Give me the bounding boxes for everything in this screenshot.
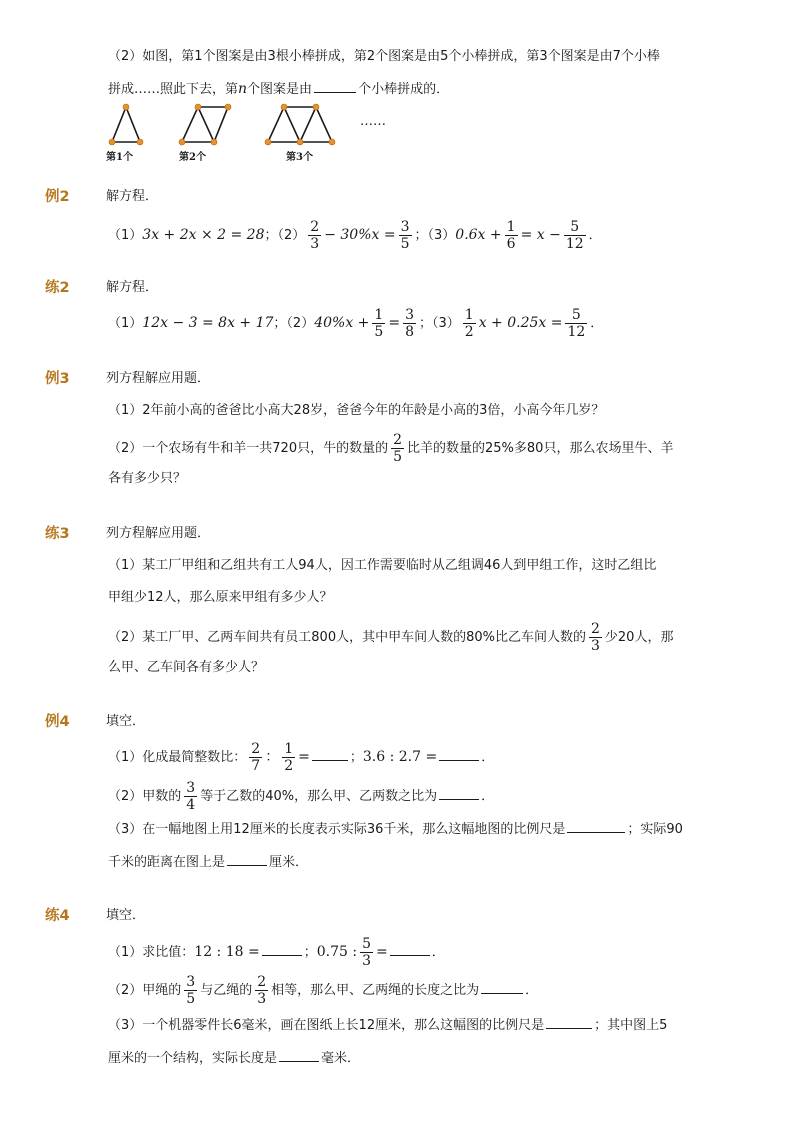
section-title-practice-3: 列方程解应用题． [106, 526, 211, 541]
section-label-example-4: 例4 [45, 714, 70, 730]
caption-pattern-1: 第1个 [106, 152, 133, 163]
equation-3-part-b: = x − [520, 227, 561, 243]
equation-1: 12x − 3 = 8x + 17 [142, 315, 274, 331]
answer-blank [567, 820, 625, 833]
ellipsis: …… [360, 114, 386, 129]
example-3-question-1: （1）2年前小高的爸爸比小高大28岁，爸爸今年的年龄是小高的3倍，小高今年几岁？ [108, 403, 605, 418]
text: （2）某工厂甲、乙两车间共有员工800人，其中甲车间人数的80%比乙车间人数的 [108, 630, 586, 645]
fraction: $\frac{1}{2}$ [284, 741, 294, 774]
text: 千米的距离在图上是 [108, 855, 226, 870]
answer-blank [312, 748, 348, 761]
example-4-question-2 [108, 780, 494, 813]
equation-1: 3x + 2x × 2 = 28 [142, 227, 265, 243]
example-4-question-3 [108, 820, 683, 840]
eq-prefix-3: ；（3） [418, 316, 460, 331]
text: （2）甲绳的 [108, 983, 182, 998]
fraction: $\frac{1}{5}$ [374, 307, 384, 340]
equation-2-part-a: 40%x + [314, 315, 370, 331]
answer-blank [279, 1049, 319, 1062]
example-2-equations [108, 219, 602, 252]
equals: = [298, 749, 310, 765]
practice-3-question-1: （1）某工厂甲组和乙组共有工人94人，因工作需要临时从乙组调46人到甲组工作，这时乙组比 [108, 558, 657, 573]
text: （3）在一幅地图上用12厘米的长度表示实际36千米，那么这幅地图的比例尺是 [108, 822, 566, 837]
fraction: $\frac{1}{6}$ [506, 219, 516, 252]
text: 毫米． [321, 1051, 361, 1066]
text: 等于乙数的40%，那么甲、乙两数之比为 [200, 789, 438, 804]
variable-n: n [238, 81, 248, 97]
equation-3-part: x + 0.25x = [478, 315, 563, 331]
text: 与乙绳的 [200, 983, 253, 998]
text: ． [525, 983, 539, 998]
equals: = [376, 944, 388, 960]
pattern-3 [268, 107, 332, 142]
practice-4-question-3-cont [108, 1049, 360, 1069]
section-title-example-4: 填空． [106, 714, 146, 729]
fraction: $\frac{2}{3}$ [590, 621, 600, 654]
text: 比羊的数量的25%多80只，那么农场里牛、羊 [407, 441, 674, 456]
answer-blank [546, 1016, 592, 1029]
practice-3-question-2-cont: 么甲、乙车间各有多少人？ [108, 660, 265, 675]
example-4-question-1 [108, 741, 494, 774]
example-3-question-2-cont: 各有多少只？ [108, 471, 187, 486]
eq-prefix-1: （1） [108, 228, 143, 243]
fraction: $\frac{1}{2}$ [464, 307, 474, 340]
text: ． [431, 945, 445, 960]
fraction: $\frac{3}{4}$ [186, 780, 196, 813]
text: 少20人，那 [604, 630, 674, 645]
fraction: $\frac{3}{8}$ [405, 307, 414, 340]
eq-prefix-2: ；（2） [273, 316, 315, 331]
example-4-question-3-cont [108, 853, 308, 873]
fraction: $\frac{5}{3}$ [362, 936, 371, 969]
text: （2）一个农场有牛和羊一共720只，牛的数量的 [108, 441, 389, 456]
equation-2-part-b: = [388, 315, 401, 331]
triangle-pattern-figure [100, 100, 420, 162]
fraction: $\frac{2}{7}$ [251, 741, 261, 774]
period: ． [588, 228, 602, 243]
text: ． [481, 750, 495, 765]
text: 厘米． [269, 855, 309, 870]
problem-2-line-1: （2）如图，第1个图案是由3根小棒拼成，第2个图案是由5个小棒拼成，第3个图案是由7个小棒 [108, 49, 660, 64]
problem-2-line-2 [108, 79, 449, 100]
practice-3-question-1-cont: 甲组少12人，那么原来甲组有多少人？ [108, 590, 333, 605]
text: （3）一个机器零件长6毫米，画在图纸上长12厘米，那么这幅图的比例尺是 [108, 1018, 545, 1033]
caption-pattern-2: 第2个 [179, 152, 206, 163]
fraction: $\frac{5}{12}$ [567, 307, 586, 340]
text: ； [349, 750, 363, 765]
answer-blank [314, 80, 356, 93]
text: ． [481, 789, 495, 804]
fraction: $\frac{2}{5}$ [393, 432, 403, 465]
answer-blank [439, 748, 479, 761]
answer-blank [390, 943, 430, 956]
answer-blank [439, 787, 479, 800]
section-title-example-2: 解方程． [106, 189, 159, 204]
ratio-expression: 0.75 : [316, 944, 358, 960]
section-label-example-3: 例3 [45, 371, 70, 387]
problem-2-text-b: 个图案是由 [247, 82, 313, 97]
answer-blank [262, 943, 302, 956]
practice-3-question-2 [108, 621, 673, 654]
ratio-expression: 3.6 : 2.7 = [362, 749, 438, 765]
equation-3-part-a: 0.6x + [455, 227, 502, 243]
practice-4-question-3 [108, 1016, 667, 1036]
problem-2-text-a: 拼成……照此下去，第 [108, 82, 239, 97]
text: ； [303, 945, 317, 960]
section-title-practice-4: 填空． [106, 908, 146, 923]
section-title-practice-2: 解方程． [106, 280, 159, 295]
text: ；实际90 [627, 822, 683, 837]
example-3-question-2 [108, 432, 673, 465]
practice-2-equations [108, 307, 603, 340]
text: 厘米的一个结构，实际长度是 [108, 1051, 278, 1066]
text: （1）化成最简整数比： [108, 750, 247, 765]
ratio-expression: 12 : 18 = [194, 944, 260, 960]
fraction: $\frac{3}{5}$ [186, 974, 196, 1007]
fraction: $\frac{5}{12}$ [565, 219, 584, 252]
ratio-colon: ： [265, 749, 280, 765]
section-label-practice-4: 练4 [45, 908, 70, 924]
text: ；其中图上5 [594, 1018, 668, 1033]
fraction: $\frac{3}{5}$ [400, 219, 410, 252]
pattern-1 [112, 107, 140, 142]
period: ． [590, 316, 604, 331]
section-title-example-3: 列方程解应用题． [106, 371, 211, 386]
caption-pattern-3: 第3个 [286, 152, 313, 163]
problem-2-text-c: 个小棒拼成的． [358, 82, 450, 97]
text: （2）甲数的 [108, 789, 182, 804]
practice-4-question-2 [108, 974, 538, 1007]
practice-4-question-1 [108, 936, 445, 969]
section-label-practice-3: 练3 [45, 526, 70, 542]
text: （1）求比值： [108, 945, 195, 960]
eq-prefix-3: ；（3） [414, 228, 456, 243]
equation-2-part: − 30%x = [324, 227, 396, 243]
answer-blank [227, 853, 267, 866]
section-label-example-2: 例2 [45, 189, 70, 205]
fraction: $\frac{2}{3}$ [310, 219, 320, 252]
section-label-practice-2: 练2 [45, 280, 70, 296]
answer-blank [481, 981, 523, 994]
text: 相等，那么甲、乙两绳的长度之比为 [271, 983, 480, 998]
eq-prefix-1: （1） [108, 316, 143, 331]
fraction: $\frac{2}{3}$ [257, 974, 267, 1007]
pattern-2 [182, 107, 228, 142]
eq-prefix-2: ；（2） [264, 228, 306, 243]
